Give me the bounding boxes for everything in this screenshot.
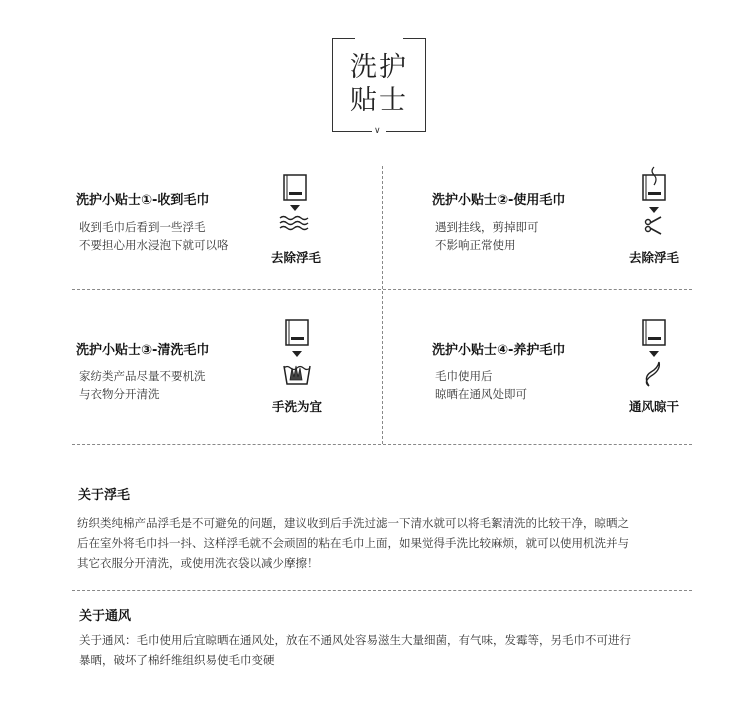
tip-text-1: 收到毛巾后看到一些浮毛 不要担心用水浸泡下就可以咯 bbox=[79, 220, 229, 252]
tip-text-2: 遇到挂线，剪掉即可 不影响正常使用 bbox=[435, 220, 539, 252]
icon-label-2: 去除浮毛 bbox=[628, 250, 679, 265]
grid-divider-horizontal bbox=[72, 444, 692, 445]
tip-text-3: 家纺类产品尽量不要机洗 与衣物分开清洗 bbox=[79, 369, 206, 401]
towel-water-icon bbox=[270, 172, 320, 238]
section-title-ventilation: 关于通风 bbox=[79, 609, 132, 624]
tip-title-1: 洗护小贴士①-收到毛巾 bbox=[76, 193, 210, 208]
towel-scissors-icon bbox=[629, 165, 679, 241]
section-paragraph-fluff: 纺织类纯棉产品浮毛是不可避免的问题，建议收到后手洗过滤一下清水就可以将毛絮清洗的比较干净，晾晒之 后在室外将毛巾抖一抖、这样浮毛就不会顽固的粘在毛巾上面，如果觉得手洗比较麻烦，就可以使用机洗并与 其它衣服分开清洗，或使用洗衣袋以减少摩擦！ bbox=[77, 516, 629, 570]
tip-text-4: 毛巾使用后 晾晒在通风处即可 bbox=[435, 369, 527, 401]
chevron-down-icon: ∨ bbox=[374, 126, 381, 136]
section-title-fluff: 关于浮毛 bbox=[78, 488, 131, 503]
towel-dry-icon bbox=[629, 318, 679, 398]
section-paragraph-ventilation: 关于通风：毛巾使用后宜晾晒在通风处，放在不通风处容易滋生大量细菌，有气味，发霉等，另毛巾不可进行 暴晒，破坏了棉纤维组织易使毛巾变硬 bbox=[79, 633, 631, 667]
towel-handwash-icon bbox=[272, 318, 322, 394]
grid-divider-vertical bbox=[382, 166, 383, 444]
icon-label-1: 去除浮毛 bbox=[270, 250, 321, 265]
icon-label-3: 手洗为宜 bbox=[271, 399, 322, 414]
section-divider bbox=[72, 590, 692, 591]
grid-divider-horizontal bbox=[72, 289, 692, 290]
tip-title-3: 洗护小贴士③-清洗毛巾 bbox=[76, 343, 210, 358]
icon-label-4: 通风晾干 bbox=[628, 399, 679, 414]
tip-title-4: 洗护小贴士④-养护毛巾 bbox=[432, 343, 566, 358]
tip-title-2: 洗护小贴士②-使用毛巾 bbox=[432, 193, 566, 208]
page-title: 洗护 贴士 bbox=[350, 52, 408, 116]
header-frame bbox=[332, 38, 426, 136]
